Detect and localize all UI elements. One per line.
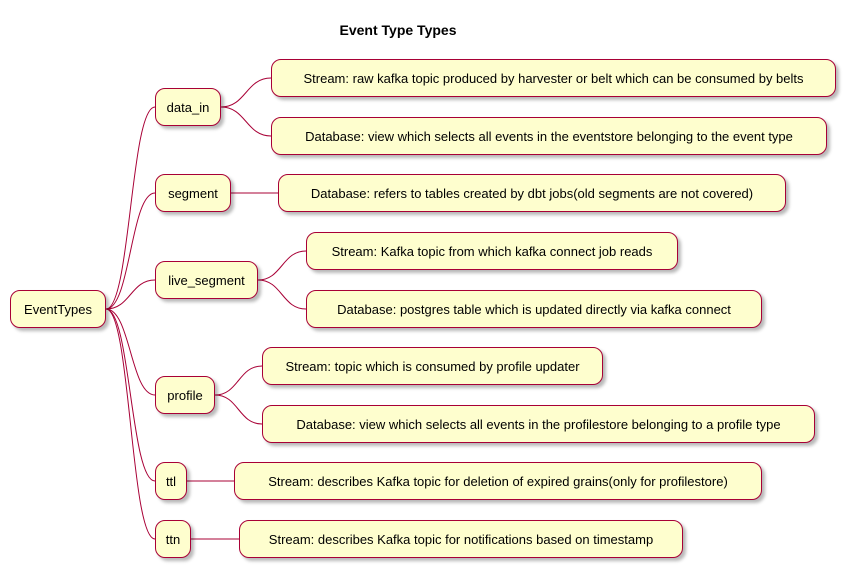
- branch-node-ttn: ttn: [155, 520, 191, 558]
- connector-root-to-branch-node-ttl: [106, 309, 155, 481]
- leaf-node-segment-database: Database: refers to tables created by dbt jobs(old segments are not covered): [278, 174, 786, 212]
- leaf-node-ttn-stream: Stream: describes Kafka topic for notifications based on timestamp: [239, 520, 683, 558]
- connector-branch-node-data-in-to-leaf-node-data-in-stream: [221, 78, 271, 107]
- branch-node-ttl: ttl: [155, 462, 187, 500]
- branch-node-segment: segment: [155, 174, 231, 212]
- leaf-node-profile-database: Database: view which selects all events in the profilestore belonging to a profile type: [262, 405, 815, 443]
- connector-branch-node-profile-to-leaf-node-profile-stream: [215, 366, 262, 395]
- leaf-node-profile-stream: Stream: topic which is consumed by profile updater: [262, 347, 603, 385]
- leaf-node-live-segment-stream: Stream: Kafka topic from which kafka connect job reads: [306, 232, 678, 270]
- branch-node-profile: profile: [155, 376, 215, 414]
- connector-root-to-branch-node-data-in: [106, 107, 155, 309]
- connector-branch-node-data-in-to-leaf-node-data-in-database: [221, 107, 271, 136]
- leaf-node-ttl-stream: Stream: describes Kafka topic for deletion of expired grains(only for profilestore): [234, 462, 762, 500]
- connector-branch-node-profile-to-leaf-node-profile-database: [215, 395, 262, 424]
- leaf-node-data-in-stream: Stream: raw kafka topic produced by harvester or belt which can be consumed by belts: [271, 59, 836, 97]
- branch-node-live-segment: live_segment: [155, 261, 258, 299]
- connector-branch-node-live-segment-to-leaf-node-live-segment-stream: [258, 251, 306, 280]
- leaf-node-live-segment-database: Database: postgres table which is updated directly via kafka connect: [306, 290, 762, 328]
- diagram-title: Event Type Types: [339, 22, 457, 38]
- connector-root-to-branch-node-ttn: [106, 309, 155, 539]
- branch-node-data-in: data_in: [155, 88, 221, 126]
- connector-root-to-branch-node-profile: [106, 309, 155, 395]
- connector-branch-node-live-segment-to-leaf-node-live-segment-database: [258, 280, 306, 309]
- leaf-node-data-in-database: Database: view which selects all events in the eventstore belonging to the event type: [271, 117, 827, 155]
- root-node: EventTypes: [10, 290, 106, 328]
